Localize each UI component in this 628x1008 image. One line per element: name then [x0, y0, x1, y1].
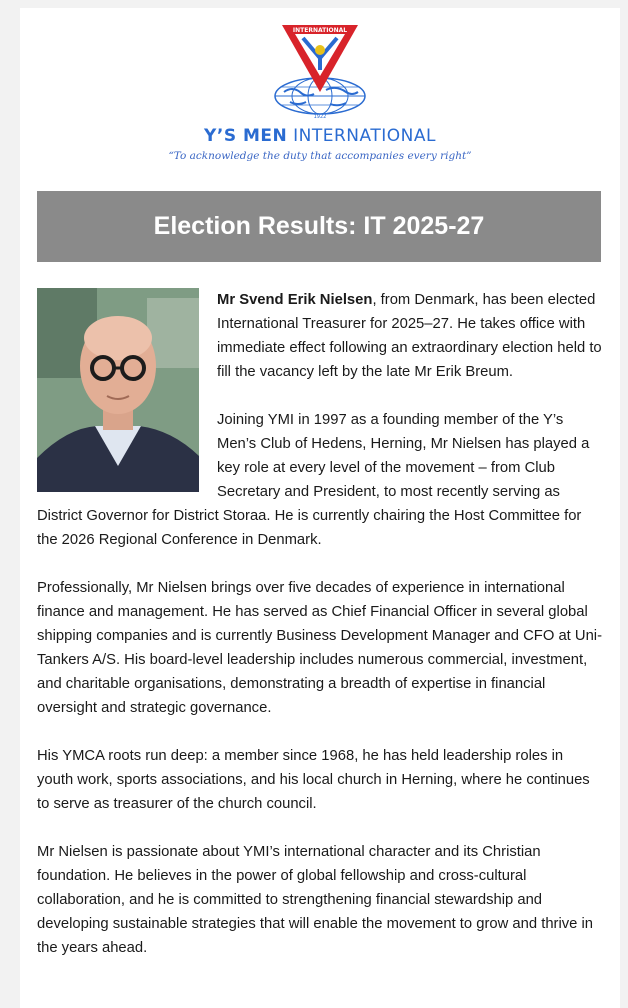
article-body	[37, 288, 603, 984]
motto: “To acknowledge the duty that accompanies every right”	[168, 150, 472, 162]
brand-name	[20, 126, 620, 146]
paragraph-ymca-roots: His YMCA roots run deep: a member since 1968, he has held leadership roles in youth work, sports associations, and his local church in Herning, where he continues to serve as treasurer of the church council.	[37, 748, 590, 812]
portrait-photo	[37, 288, 199, 492]
ys-men-emblem-icon	[270, 22, 370, 122]
paragraph-vision: Mr Nielsen is passionate about YMI’s international character and its Christian foundation. He believes in the power of global fellowship and cross-cultural collaboration, and he is committed to strengthening financial stewardship and developing sustainable strategies that will enable the movement to grow and thrive in the years ahead.	[37, 844, 594, 956]
title-banner	[37, 191, 601, 262]
paragraph-intro-text: , from Denmark, has been elected International Treasurer for 2025–27. He takes office with immediate effect following an extraordinary election held to fill the vacancy left by the late Mr Erik Breum.	[217, 292, 602, 380]
emblem-year: 1922	[313, 114, 327, 120]
ys-men-logo	[20, 22, 620, 122]
emblem-text: INTERNATIONAL	[292, 27, 348, 34]
page-title: Election Results: IT 2025-27	[153, 212, 485, 240]
brand-name-bold: Y’S MEN	[204, 126, 288, 146]
portrait-illustration	[37, 288, 199, 492]
paragraph-ymi-history: Joining YMI in 1997 as a founding member of the Y’s Men’s Club of Hedens, Herning, Mr Nielsen has played a key role at every level of the movement – from Club Secretary and President, to most recently serving as District Governor for District Storaa. He is currently chairing the Host Committee for the 2026 Regional Conference in Denmark.	[37, 412, 590, 548]
nominee-name: Mr Svend Erik Nielsen	[217, 292, 373, 308]
paragraph-professional: Professionally, Mr Nielsen brings over five decades of experience in international finance and management. He has served as Chief Financial Officer in several global shipping companies and is currently Business Development Manager and CFO at Uni-Tankers A/S. His board-level leadership includes numerous commercial, investment, and charitable organisations, demonstrating a breadth of expertise in financial oversight and strategic governance.	[37, 580, 603, 716]
brand-name-rest: INTERNATIONAL	[287, 126, 436, 146]
newsletter-card	[20, 8, 620, 1008]
